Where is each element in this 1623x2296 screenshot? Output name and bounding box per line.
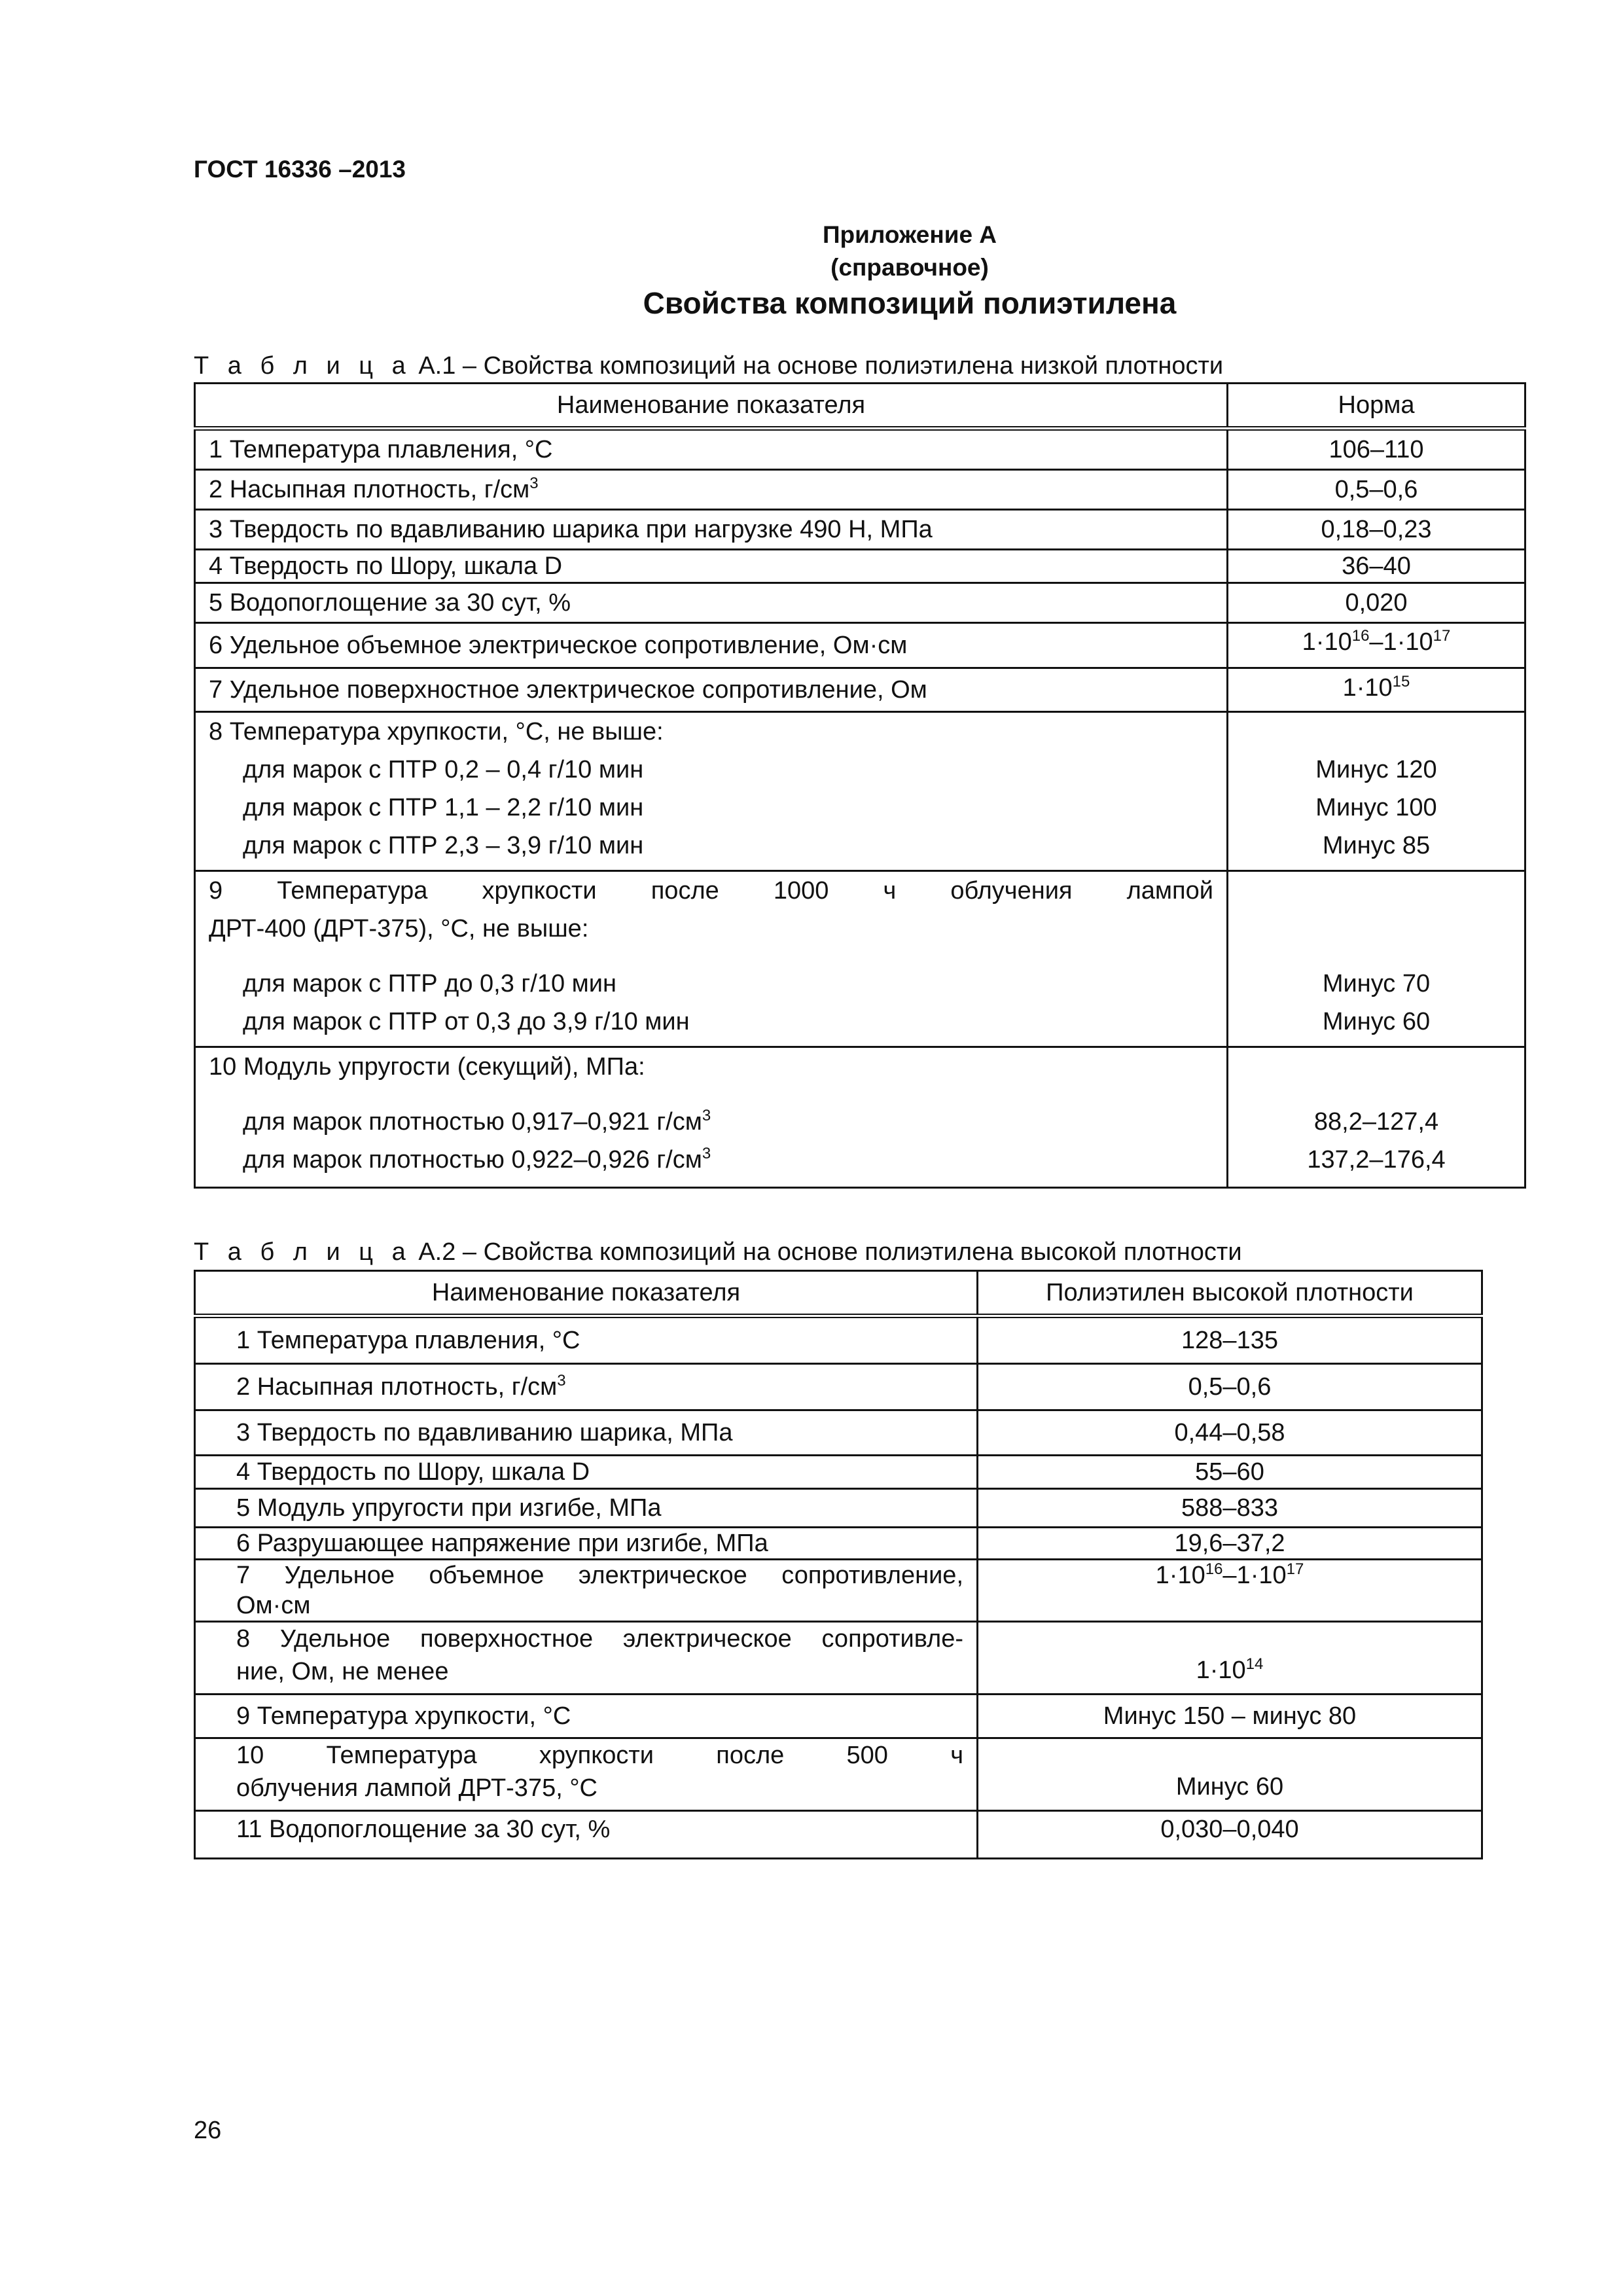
table-row [195,1456,1482,1489]
row-name: 2 Насыпная плотность, $г/см^3$ [195,470,1228,510]
sub-item-value: Минус 60 [1322,1008,1431,1035]
sub-item-name: для марок с ПТР от 0,3 до 3,9 г/10 мин [243,1008,690,1035]
table1 [194,382,1526,1189]
row-name: 4 Твердость по Шору, шкала D [195,1456,978,1489]
table2-header-row [195,1271,1482,1316]
table-row [195,1622,1482,1695]
sub-item-value: Минус 70 [1322,970,1431,997]
appendix-subtitle: (справочное) [830,254,989,281]
sub-item-name: для марок с ПТР 2,3 – 3,9 г/10 мин [243,832,644,859]
row-name: 1 Температура плавления, °С [195,429,1228,470]
table-row [195,1695,1482,1738]
row-name: 8 Удельное поверхностное электрическое сопротивле- ние, Ом, не менее [195,1622,978,1695]
document-code: ГОСТ 16336 –2013 [194,156,406,183]
table-row [195,1047,1525,1188]
table2-caption [194,1238,1242,1266]
row-value: $1\cdot 10^{15}$ [1228,668,1525,712]
row-value: 128–135 [978,1316,1482,1364]
row-name: 2 Насыпная плотность, $г/см^3$ [195,1364,978,1410]
sub-item-value: Минус 100 [1315,794,1437,821]
table1-caption-text: А.1 – Свойства композиций на основе полиэтилена низкой плотности [418,352,1224,380]
sub-item-value: 137,2–176,4 [1307,1146,1446,1174]
row-name: 7 Удельное поверхностное электрическое сопротивление, Ом [195,668,1228,712]
row-value: 0,18–0,23 [1228,510,1525,550]
row-name: 5 Модуль упругости при изгибе, МПа [195,1489,978,1528]
table1-header-row [195,384,1525,429]
table-row [195,623,1525,668]
table-row [195,510,1525,550]
row-name: 9 Температура хрупкости после 1000 ч облучения лампой ДРТ-400 (ДРТ-375), °С, не выше: для марок с ПТР до 0,3 г/10 мин для марок с ПТР от 0,3 до 3,9 г/10 мин [195,871,1228,1047]
sub-item-value: Минус 120 [1315,756,1437,783]
table-row [195,470,1525,510]
table2-caption-text: А.2 – Свойства композиций на основе полиэтилена высокой плотности [418,1238,1242,1266]
sub-item-name: для марок плотностью 0,917–0,921 $г/см^3$ [243,1107,711,1136]
table-row [195,712,1525,871]
row-value: 106–110 [1228,429,1525,470]
row-name: 3 Твердость по вдавливанию шарика при нагрузке 490 Н, МПа [195,510,1228,550]
table-row [195,1364,1482,1410]
sub-item-value: Минус 85 [1322,832,1431,859]
row-value: $1\cdot 10^{16}-1\cdot 10^{17}$ [1228,623,1525,668]
sub-item-name: для марок с ПТР 1,1 – 2,2 г/10 мин [243,794,644,821]
table1-col-name: Наименование показателя [195,384,1228,429]
row-name: 5 Водопоглощение за 30 сут, % [195,583,1228,623]
row-name: 1 Температура плавления, °С [195,1316,978,1364]
row-value: 0,5–0,6 [978,1364,1482,1410]
sub-item-name: для марок с ПТР 0,2 – 0,4 г/10 мин [243,756,644,783]
table-row [195,1560,1482,1622]
row-name: 10 Модуль упругости (секущий), МПа: для марок плотностью 0,917–0,921 $г/см^3$ для марок плотностью 0,922–0,926 $г/см^3$ [195,1047,1228,1188]
table-row [195,583,1525,623]
sub-item-name: для марок с ПТР до 0,3 г/10 мин [243,970,617,997]
table-row [195,1316,1482,1364]
row-value: 36–40 [1228,550,1525,583]
table-row [195,1528,1482,1560]
row-name: 11 Водопоглощение за 30 сут, % [195,1811,978,1859]
row-name: 9 Температура хрупкости, °С [195,1695,978,1738]
table1-col-value: Норма [1228,384,1525,429]
sub-item-value: 88,2–127,4 [1313,1108,1439,1136]
row-name: 10 Температура хрупкости после 500 ч облучения лампой ДРТ-375, °С [195,1738,978,1811]
table1-caption-label: Т а б л и ц а [194,352,412,380]
table2-col-name: Наименование показателя [195,1271,978,1316]
table-row [195,1811,1482,1859]
page-number: 26 [194,2117,222,2144]
row-value: Минус 150 – минус 80 [978,1695,1482,1738]
table2-col-value: Полиэтилен высокой плотности [978,1271,1482,1316]
table-row [195,1489,1482,1528]
row-name: 6 Удельное объемное электрическое сопротивление, Ом·см [195,623,1228,668]
appendix-heading: Свойства композиций полиэтилена [643,286,1177,320]
row-value [1228,712,1525,871]
row-value: 0,020 [1228,583,1525,623]
table-row [195,871,1525,1047]
table-row [195,429,1525,470]
row-name: 4 Твердость по Шору, шкала D [195,550,1228,583]
row-name: 7 Удельное объемное электрическое сопротивление, Ом·см [195,1560,978,1622]
table1-caption [194,352,1223,380]
row-value: 0,030–0,040 [978,1811,1482,1859]
table2 [194,1270,1483,1859]
row-value: 0,5–0,6 [1228,470,1525,510]
row-name: 3 Твердость по вдавливанию шарика, МПа [195,1410,978,1456]
row-value: Минус 60 [978,1738,1482,1811]
row-value: $1\cdot 10^{16}-1\cdot 10^{17}$ [978,1560,1482,1622]
table-row [195,1738,1482,1811]
row-value: 0,44–0,58 [978,1410,1482,1456]
table-row [195,1410,1482,1456]
row-name: 6 Разрушающее напряжение при изгибе, МПа [195,1528,978,1560]
table-row [195,550,1525,583]
table2-caption-label: Т а б л и ц а [194,1238,412,1266]
row-value: 588–833 [978,1489,1482,1528]
row-value: 19,6–37,2 [978,1528,1482,1560]
row-value [1228,871,1525,1047]
row-value: $1\cdot 10^{14}$ [978,1622,1482,1695]
appendix-title: Приложение А [822,221,997,248]
row-value [1228,1047,1525,1188]
table-row [195,668,1525,712]
row-name: 8 Температура хрупкости, °С, не выше: для марок с ПТР 0,2 – 0,4 г/10 мин для марок с ПТР 1,1 – 2,2 г/10 мин для марок с ПТР 2,3 – 3,9 г/10 мин [195,712,1228,871]
row-value: 55–60 [978,1456,1482,1489]
sub-item-name: для марок плотностью 0,922–0,926 $г/см^3$ [243,1145,711,1174]
